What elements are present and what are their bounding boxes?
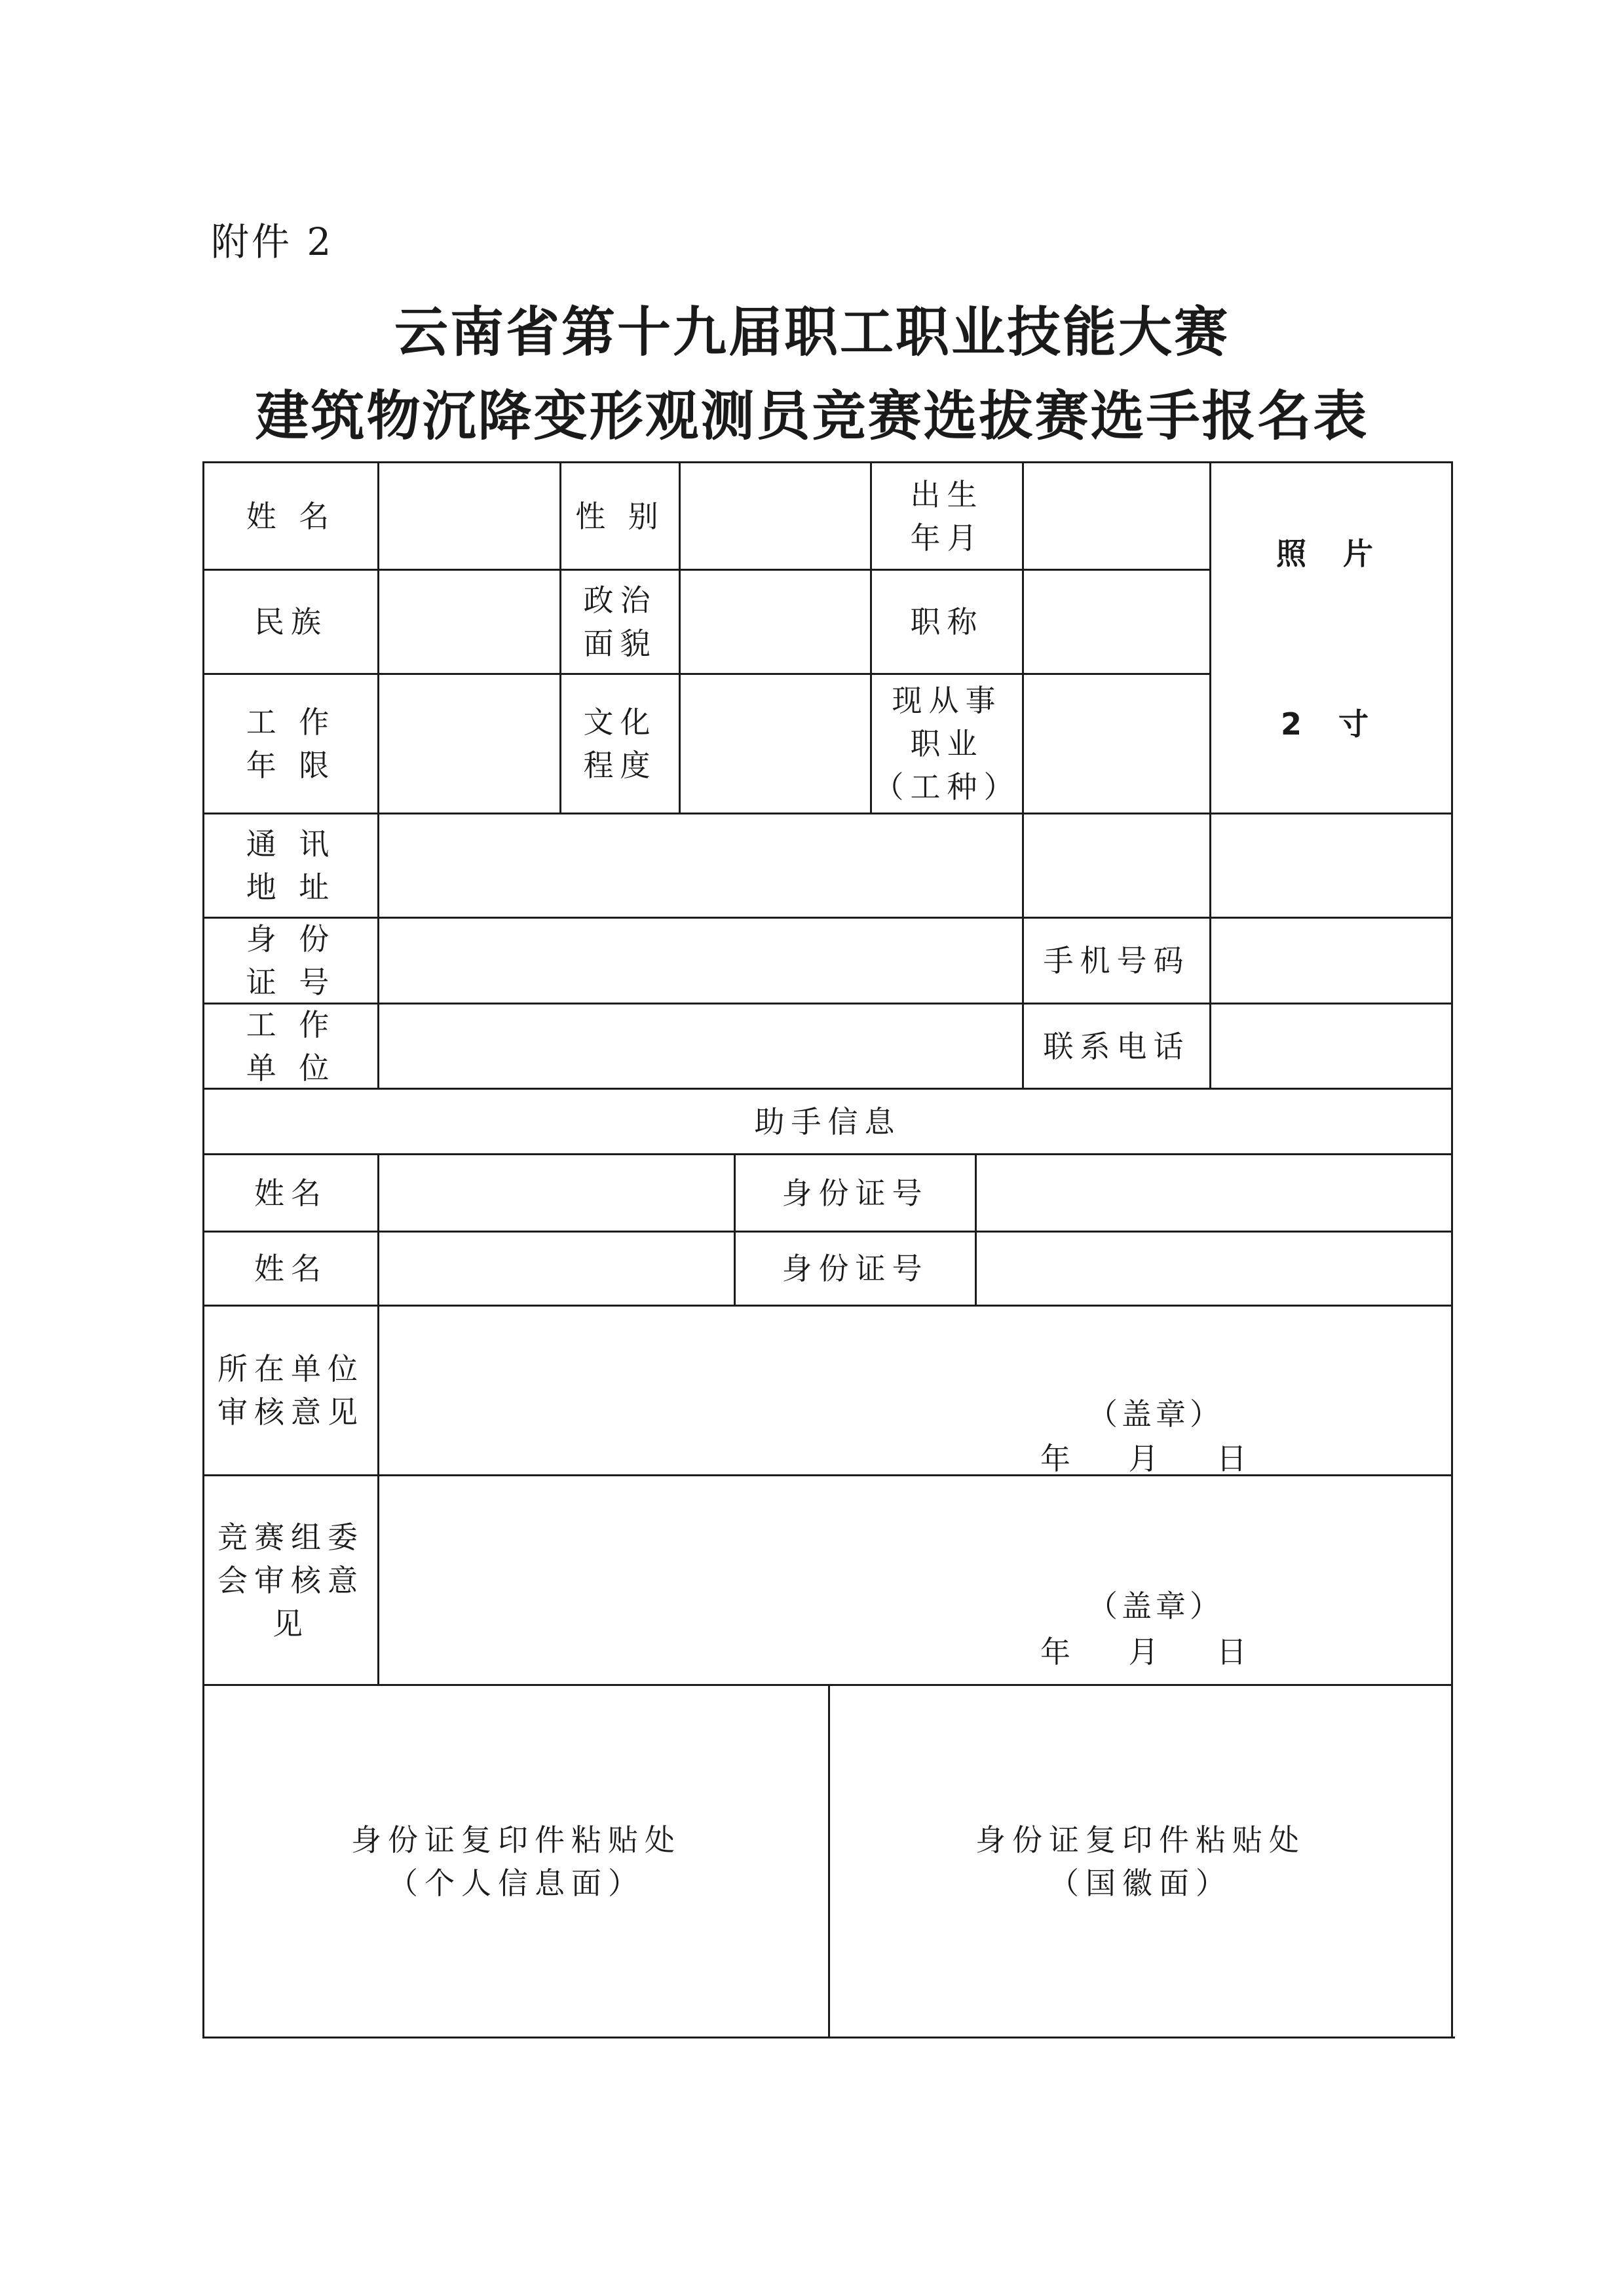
id-copy-front-area[interactable]: 身份证复印件粘贴处 （个人信息面）	[351, 1822, 681, 1901]
label-employer: 工 作 单 位	[246, 1006, 336, 1086]
field-employer[interactable]	[379, 1004, 1022, 1088]
field-committee-review[interactable]	[379, 1476, 1451, 1684]
label-id-number: 身 份 证 号	[246, 921, 336, 1000]
label-ethnicity: 民族	[254, 604, 328, 640]
field-assistant-name-2[interactable]	[379, 1233, 734, 1305]
field-occupation[interactable]	[1024, 675, 1209, 813]
label-assistant-name-2: 姓名	[254, 1251, 328, 1286]
committee-review-seal: （盖章）	[1087, 1588, 1224, 1624]
field-education[interactable]	[681, 675, 870, 813]
label-assistant-id-2: 身份证号	[782, 1251, 929, 1286]
field-mobile[interactable]	[1211, 919, 1451, 1003]
label-assistant-name-1: 姓名	[254, 1175, 328, 1211]
assistant-info-header: 助手信息	[754, 1103, 901, 1139]
field-birth[interactable]	[1024, 463, 1209, 569]
label-birth: 出生 年月	[910, 476, 984, 556]
label-education: 文化 程度	[583, 704, 657, 783]
field-political[interactable]	[681, 571, 870, 673]
form-title-line-2: 建筑物沉降变形观测员竞赛选拔赛选手报名表	[255, 385, 1369, 448]
label-work-years: 工 作 年 限	[246, 704, 336, 783]
field-unit-review[interactable]	[379, 1307, 1451, 1474]
label-political: 政治 面貌	[583, 583, 657, 661]
photo-label: 照 片	[1275, 536, 1386, 571]
field-assistant-name-1[interactable]	[379, 1155, 734, 1231]
label-committee-review: 竞赛组委 会审核意 见	[217, 1519, 364, 1641]
label-phone: 联系电话	[1043, 1028, 1190, 1064]
label-name: 姓 名	[246, 498, 336, 534]
form-title-line-1: 云南省第十九届职工职业技能大赛	[394, 301, 1230, 364]
field-title[interactable]	[1024, 571, 1209, 673]
field-ethnicity[interactable]	[379, 571, 559, 673]
field-id-number[interactable]	[379, 919, 1022, 1003]
label-gender: 性 别	[575, 498, 665, 534]
id-copy-back-area[interactable]: 身份证复印件粘贴处 （国徽面）	[975, 1822, 1306, 1901]
field-phone[interactable]	[1211, 1004, 1451, 1088]
label-occupation: 现从事 职业 （工种）	[873, 683, 1021, 805]
field-assistant-id-1[interactable]	[977, 1155, 1451, 1231]
label-mobile: 手机号码	[1043, 943, 1190, 978]
field-gender[interactable]	[681, 463, 870, 569]
field-assistant-id-2[interactable]	[977, 1233, 1451, 1305]
field-name[interactable]	[379, 463, 559, 569]
label-address: 通 讯 地 址	[246, 826, 336, 905]
unit-review-date: 年 月 日	[1040, 1441, 1251, 1476]
unit-review-seal: （盖章）	[1087, 1396, 1224, 1432]
rule-right	[1451, 461, 1453, 2038]
label-title: 职称	[910, 604, 984, 640]
field-address[interactable]	[379, 814, 1451, 917]
rule-col-f-lower	[1209, 1003, 1211, 1088]
label-unit-review: 所在单位 审核意见	[217, 1351, 364, 1430]
committee-review-date: 年 月 日	[1040, 1634, 1251, 1670]
field-work-years[interactable]	[379, 675, 559, 813]
photo-size-label: 2 寸	[1280, 706, 1382, 742]
label-assistant-id-1: 身份证号	[782, 1175, 929, 1211]
annex-label: 附件 2	[211, 220, 334, 264]
rule-col-e-lower	[1022, 1003, 1024, 1088]
